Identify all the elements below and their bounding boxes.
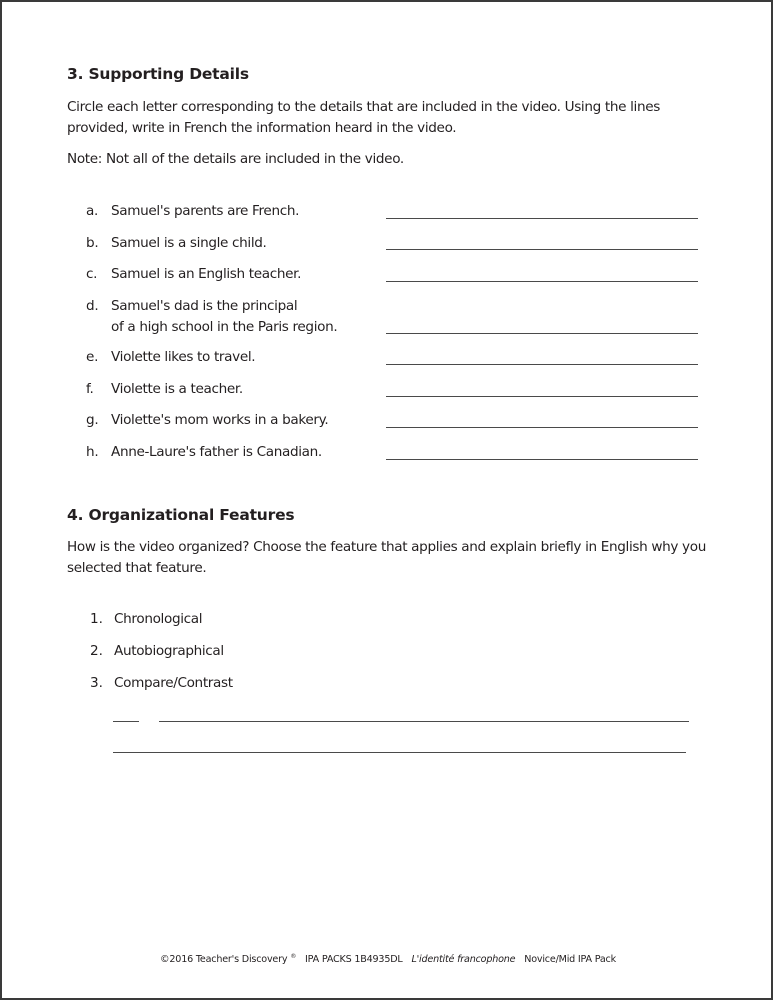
detail-label[interactable]: h. <box>86 444 99 460</box>
detail-text: Violette is a teacher. <box>111 381 243 397</box>
detail-label[interactable]: e. <box>86 349 99 365</box>
option-number: 2. <box>90 643 103 659</box>
answer-line[interactable] <box>386 218 698 219</box>
choice-blank[interactable] <box>113 721 139 722</box>
answer-line[interactable] <box>386 396 698 397</box>
detail-label[interactable]: c. <box>86 266 98 282</box>
section-3-instructions-line-1: Circle each letter corresponding to the details that are included in the video. Using the lines <box>67 99 660 115</box>
option-text: Autobiographical <box>114 643 224 659</box>
footer-level: Novice/Mid IPA Pack <box>524 954 616 966</box>
section-3-heading: 3. Supporting Details <box>67 65 249 83</box>
section-3-instructions-line-2: provided, write in French the information heard in the video. <box>67 120 457 136</box>
registered-mark: ® <box>290 953 297 960</box>
option-text: Chronological <box>114 611 203 627</box>
answer-line[interactable] <box>386 364 698 365</box>
explanation-line-1[interactable] <box>159 721 689 722</box>
detail-label[interactable]: a. <box>86 203 99 219</box>
footer-title: L'identité francophone <box>411 954 516 966</box>
option-text: Compare/Contrast <box>114 675 233 691</box>
detail-text: Samuel is an English teacher. <box>111 266 302 282</box>
section-4-instructions-line-1: How is the video organized? Choose the feature that applies and explain briefly in English why you <box>67 539 706 555</box>
footer-product-code: IPA PACKS 1B4935DL <box>305 954 403 966</box>
copyright-text: ©2016 Teacher's Discovery <box>160 954 288 966</box>
answer-line[interactable] <box>386 281 698 282</box>
detail-label[interactable]: f. <box>86 381 94 397</box>
detail-text: Anne-Laure's father is Canadian. <box>111 444 322 460</box>
detail-text: Samuel's parents are French. <box>111 203 300 219</box>
option-number: 1. <box>90 611 103 627</box>
footer-copyright <box>157 954 296 965</box>
detail-text: Violette's mom works in a bakery. <box>111 412 329 428</box>
detail-text: Violette likes to travel. <box>111 349 256 365</box>
explanation-line-2[interactable] <box>113 752 686 753</box>
section-3-note: Note: Not all of the details are included in the video. <box>67 151 404 167</box>
page-footer <box>0 953 773 965</box>
detail-label[interactable]: b. <box>86 235 99 251</box>
detail-label[interactable]: g. <box>86 412 99 428</box>
section-4-heading: 4. Organizational Features <box>67 506 295 524</box>
section-4-instructions-line-2: selected that feature. <box>67 560 207 576</box>
answer-line[interactable] <box>386 249 698 250</box>
answer-line[interactable] <box>386 427 698 428</box>
detail-text-continued: of a high school in the Paris region. <box>111 319 338 335</box>
detail-text: Samuel is a single child. <box>111 235 267 251</box>
option-number: 3. <box>90 675 103 691</box>
detail-text: Samuel's dad is the principal <box>111 298 298 314</box>
answer-line[interactable] <box>386 459 698 460</box>
answer-line[interactable] <box>386 333 698 334</box>
detail-label[interactable]: d. <box>86 298 99 314</box>
